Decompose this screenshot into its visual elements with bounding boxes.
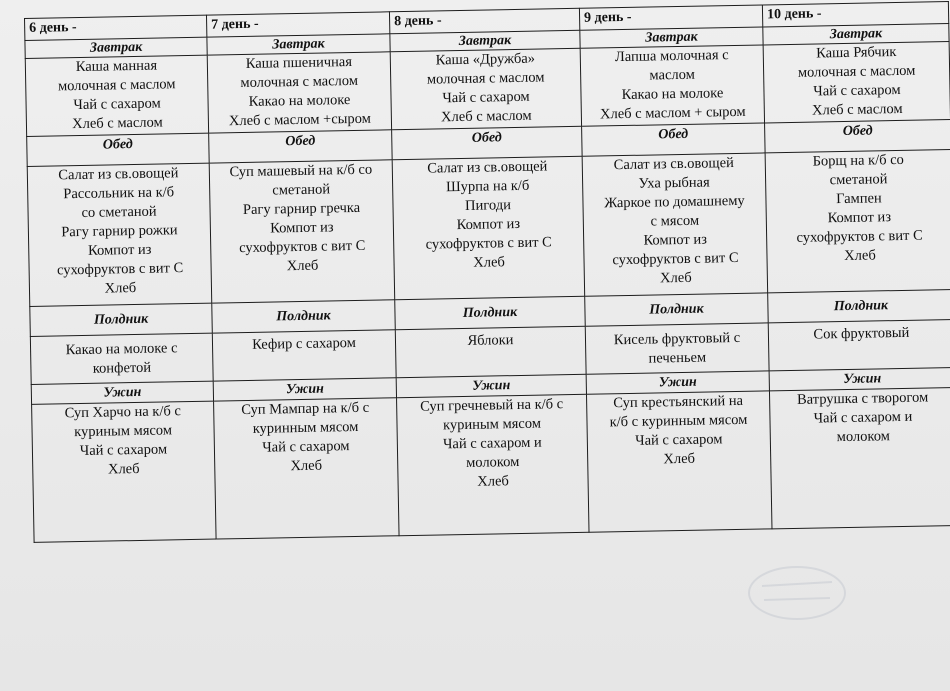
meal-label-dinner: Ужин	[396, 374, 586, 397]
breakfast-cell	[580, 45, 764, 126]
menu-item: сухофруктов с вит С	[239, 237, 366, 257]
menu-item: Чай с сахаром и	[813, 408, 913, 427]
menu-item: Уха рыбная	[638, 174, 710, 192]
meal-label-dinner: Ужин	[769, 367, 950, 390]
menu-item: Каша Рябчик	[816, 44, 897, 62]
menu-item: Салат из св.овощей	[427, 158, 548, 177]
weekly-menu-table	[24, 1, 950, 543]
menu-item: Чай с сахаром	[813, 81, 901, 100]
menu-item: Хлеб	[844, 247, 876, 265]
lunch-cell	[392, 156, 585, 299]
menu-item: Каша пшеничная	[245, 53, 353, 72]
dinner-cell	[397, 394, 589, 535]
menu-item: Суп Харчо на к/б с	[64, 403, 182, 422]
dinner-cell	[214, 398, 399, 539]
snack-cell	[30, 333, 213, 384]
dinner-cell	[586, 391, 771, 532]
dinner-cell	[32, 401, 216, 542]
menu-item: конфетой	[92, 359, 152, 377]
menu-item: Хлеб с маслом	[72, 114, 163, 133]
menu-item: Жаркое по домашнему	[604, 192, 745, 212]
menu-item: Хлеб	[663, 450, 696, 468]
menu-item: Суп Мампар на к/б с	[241, 399, 370, 419]
menu-item: Хлеб с маслом	[811, 100, 903, 119]
lunch-cell	[209, 160, 395, 303]
menu-item: Лапша молочная с	[614, 47, 729, 66]
menu-item: Рассольник на к/б	[63, 184, 175, 203]
meal-label-breakfast: Завтрак	[763, 24, 949, 45]
lunch-cell	[582, 153, 768, 296]
breakfast-cell	[207, 52, 391, 133]
snack-cell	[395, 326, 586, 377]
menu-item: печеньем	[648, 349, 707, 367]
menu-item: молочная с маслом	[57, 76, 176, 95]
meal-label-snack: Полдник	[395, 296, 586, 329]
snack-cell	[212, 330, 396, 381]
menu-item: молочная с маслом	[240, 72, 359, 92]
menu-item: Чай с сахаром	[79, 441, 168, 460]
meal-label-lunch: Обед	[582, 123, 766, 156]
menu-item: Ватрушка с творогом	[796, 389, 929, 408]
menu-item: Компот из	[270, 219, 334, 237]
menu-item: Компот из	[456, 215, 521, 234]
meal-label-dinner: Ужин	[213, 378, 396, 401]
menu-item: Компот из	[827, 209, 892, 227]
menu-item: Хлеб с маслом	[440, 107, 532, 126]
menu-item: Хлеб с маслом + сыром	[599, 103, 746, 123]
breakfast-cell	[390, 48, 581, 129]
menu-item: маслом	[649, 66, 695, 84]
menu-item: Компот из	[87, 241, 152, 259]
menu-item: Яблоки	[467, 332, 514, 349]
menu-item: Какао на молоке	[621, 85, 724, 104]
day-title: 6 день -	[25, 15, 207, 40]
menu-item: Хлеб	[473, 254, 505, 271]
menu-item: Хлеб	[107, 460, 140, 478]
meal-label-lunch: Обед	[209, 130, 393, 163]
meal-label-snack: Полдник	[585, 293, 769, 326]
menu-item: к/б с куринным мясом	[609, 411, 748, 431]
menu-item: сухофруктов с вит С	[425, 234, 552, 253]
menu-item: Хлеб	[104, 279, 137, 297]
menu-item: Суп гречневый на к/б с	[420, 396, 564, 415]
menu-item: Хлеб с маслом +сыром	[228, 110, 372, 130]
menu-item: молоком	[465, 453, 520, 471]
menu-item: сухофруктов с вит С	[796, 227, 923, 246]
menu-item: Чай с сахаром и	[442, 434, 542, 453]
day-title: 9 день -	[579, 5, 762, 30]
menu-item: Пигоди	[464, 197, 512, 214]
menu-item: Чай с сахаром	[262, 438, 350, 456]
meal-label-snack: Полдник	[212, 300, 396, 333]
menu-item: Шурпа на к/б	[445, 177, 530, 196]
menu-item: Хлеб	[286, 257, 319, 275]
meal-label-breakfast: Завтрак	[580, 27, 763, 48]
meal-label-snack: Полдник	[768, 290, 950, 323]
faint-stamp-mark	[742, 558, 852, 628]
menu-item: Хлеб	[659, 269, 692, 287]
menu-item: сухофруктов с вит С	[612, 249, 739, 269]
menu-item: куриным мясом	[442, 415, 542, 434]
day-title: 8 день -	[389, 8, 579, 33]
menu-item: Суп крестьянский на	[613, 392, 744, 412]
menu-item: Салат из св.овощей	[58, 165, 179, 184]
menu-item: молочная с маслом	[426, 69, 545, 88]
menu-item: Борщ на к/б со	[812, 151, 904, 170]
snack-cell	[585, 323, 769, 374]
menu-item: Каша манная	[75, 57, 158, 76]
menu-item: Чай с сахаром	[442, 88, 530, 107]
menu-item: Салат из св.овощей	[613, 155, 734, 174]
meal-label-lunch: Обед	[765, 120, 950, 153]
lunch-cell	[765, 150, 950, 293]
menu-item: молоком	[836, 428, 891, 446]
menu-item: Компот из	[643, 231, 708, 249]
meal-label-snack: Полдник	[30, 303, 213, 336]
menu-item: Рагу гарнир рожки	[61, 222, 178, 241]
dinner-row	[32, 387, 950, 542]
meal-label-breakfast: Завтрак	[25, 37, 207, 58]
menu-item: Рагу гарнир гречка	[242, 199, 361, 219]
menu-item: Какао на молоке с	[65, 339, 178, 358]
menu-item: сухофруктов с вит С	[56, 260, 184, 279]
menu-item: куриным мясом	[74, 422, 173, 441]
day-title: 7 день -	[206, 12, 389, 37]
menu-item: Суп машевый на к/б со	[229, 161, 373, 181]
menu-item: Каша «Дружба»	[435, 50, 536, 69]
dinner-cell	[769, 387, 950, 528]
menu-item: куринным мясом	[252, 418, 359, 437]
menu-item: Хлеб	[477, 473, 509, 490]
menu-item: Сок фруктовый	[813, 324, 910, 343]
lunch-cell	[27, 163, 212, 306]
meal-label-dinner: Ужин	[586, 371, 769, 394]
menu-item: с мясом	[650, 212, 700, 230]
menu-item: Чай с сахаром	[73, 95, 161, 114]
menu-item: Гампен	[836, 190, 882, 208]
breakfast-cell	[25, 55, 208, 136]
menu-item: Чай с сахаром	[635, 431, 723, 449]
meal-label-breakfast: Завтрак	[390, 30, 580, 51]
meal-label-lunch: Обед	[392, 126, 583, 159]
menu-item: со сметаной	[81, 203, 157, 221]
menu-item: Хлеб	[290, 457, 323, 475]
lunch-row	[27, 150, 950, 307]
menu-item: сметаной	[272, 181, 331, 199]
menu-item: Кисель фруктовый с	[613, 329, 741, 348]
meal-label-dinner: Ужин	[31, 381, 213, 404]
menu-item: Кефир с сахаром	[251, 334, 357, 353]
day-title: 10 день -	[762, 2, 948, 27]
snack-cell	[768, 320, 950, 371]
meal-label-lunch: Обед	[27, 133, 210, 166]
menu-item: сметаной	[829, 171, 888, 189]
menu-item: Какао на молоке	[248, 92, 351, 110]
menu-item: молочная с маслом	[797, 62, 916, 81]
breakfast-cell	[763, 42, 950, 123]
meal-label-breakfast: Завтрак	[207, 34, 390, 55]
